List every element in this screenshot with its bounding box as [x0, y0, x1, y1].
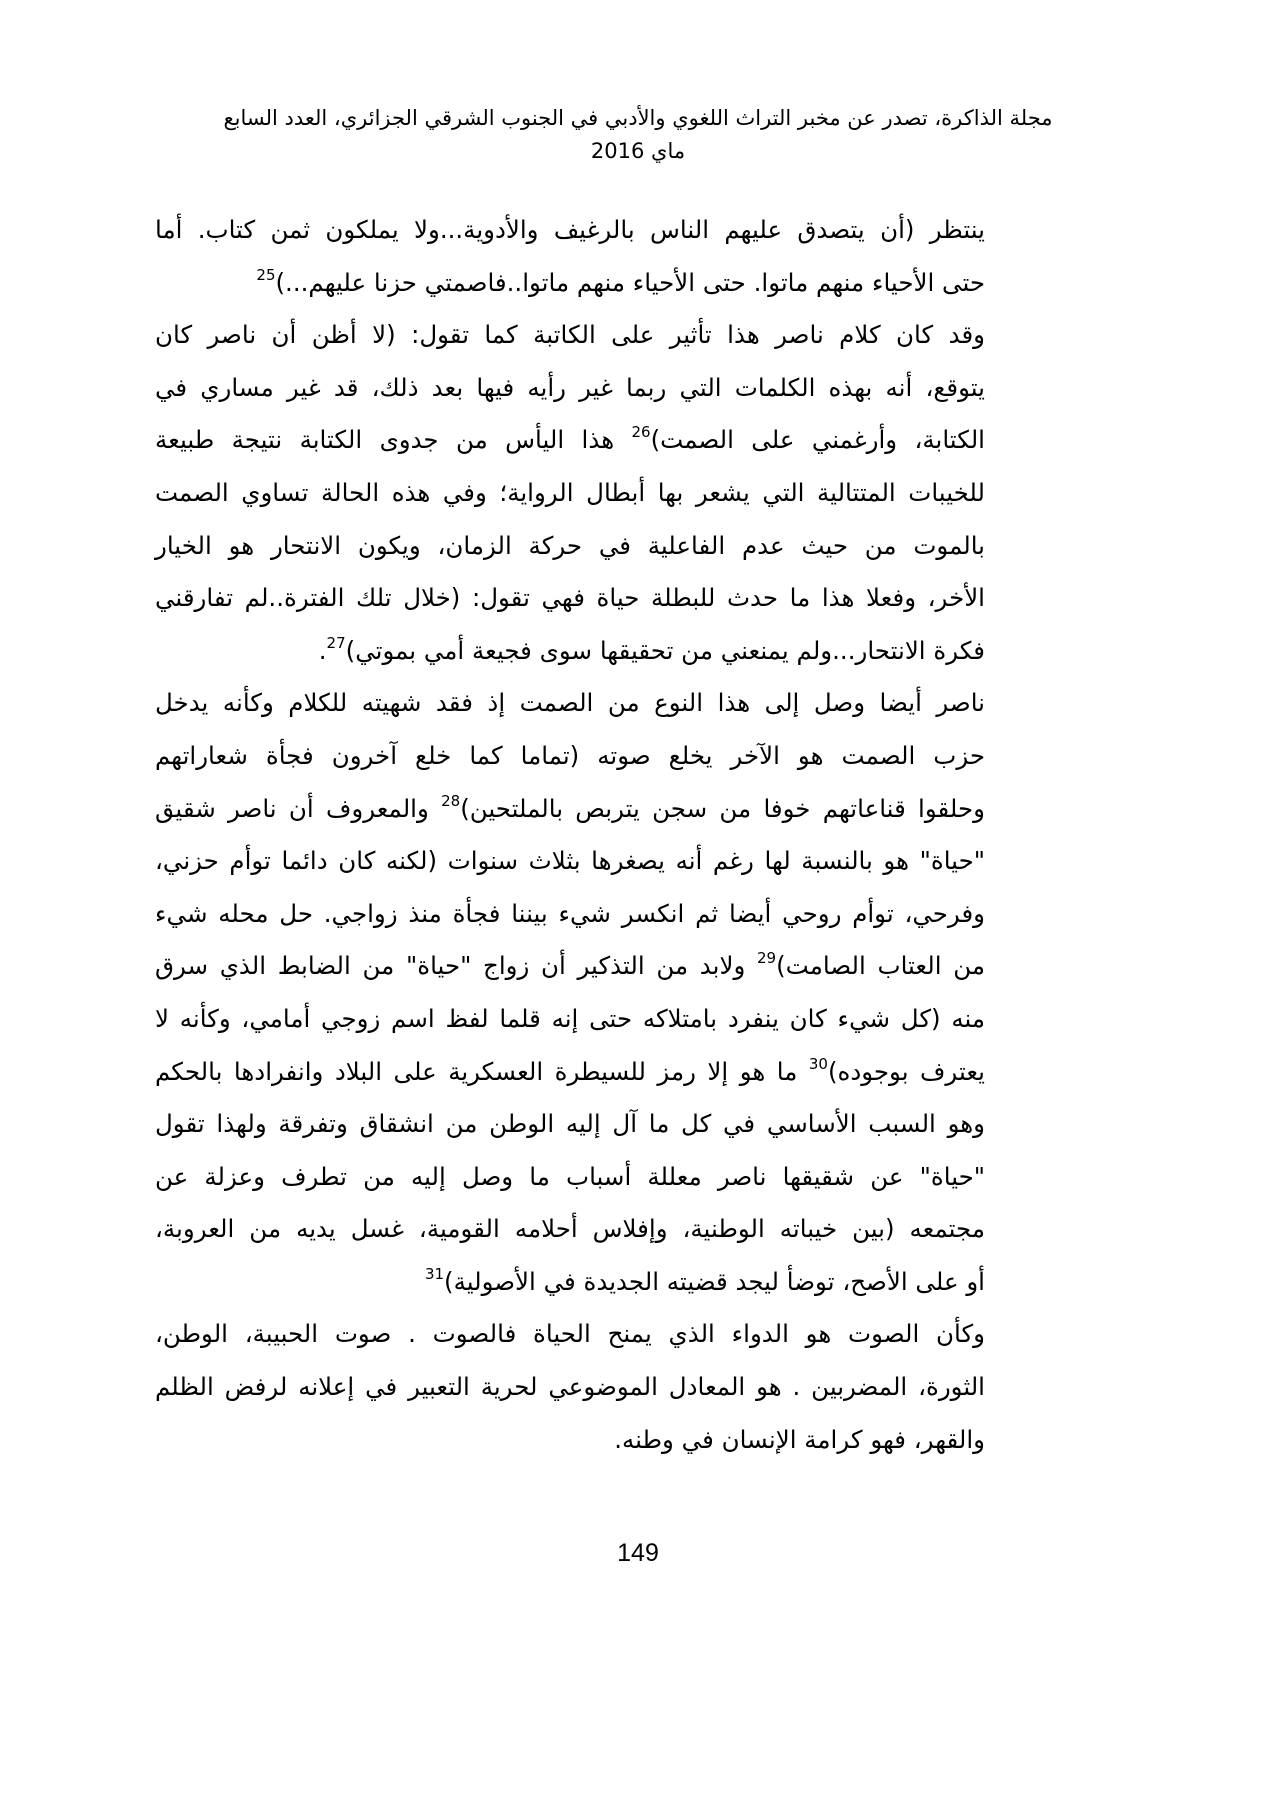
footnote-ref: 30 [808, 1054, 828, 1073]
text-line: حزب الصمت هو الآخر يخلع صوته (تماما كما خلع آخرون فجأة شعاراتهم [155, 740, 985, 770]
text-line: ناصر أيضا وصل إلى هذا النوع من الصمت إذ فقد شهيته للكلام وكأنه يدخل [155, 688, 985, 718]
text-line: وقد كان كلام ناصر هذا تأثير على الكاتبة كما تقول: (لا أظن أن ناصر كان [155, 320, 985, 350]
footnote-ref: 27 [326, 633, 346, 652]
text-line: "حياة" هو بالنسبة لها رغم أنه يصغرها بثلاث سنوات (لكنه كان دائما توأم حزني، [155, 846, 985, 876]
text-line: منه (كل شيء كان ينفرد بامتلاكه حتى إنه قلما لفظ اسم زوجي أمامي، وكأنه لا [155, 1003, 985, 1033]
text-line: ينتظر (أن يتصدق عليهم الناس بالرغيف والأدوية...ولا يملكون ثمن كتاب. أما [155, 215, 985, 244]
footnote-ref: 31 [424, 1264, 445, 1283]
text-line: للخيبات المتتالية التي يشعر بها أبطال الرواية؛ وفي هذه الحالة تساوي الصمت [155, 477, 985, 507]
text-line: "حياة" عن شقيقها ناصر معللة أسباب ما وصل إليه من تطرف وعزلة عن [155, 1161, 985, 1191]
text-line: يتوقع، أنه بهذه الكلمات التي ربما غير رأيه فيها بعد ذلك، قد غير مساري في [155, 372, 985, 402]
text-line: فكرة الانتحار...ولم يمنعني من تحقيقها سوى فجيعة أمي بموتي)$^{27}$. [318, 633, 985, 665]
page-number: 149 [617, 1539, 659, 1567]
text-line: مجتمعه (بين خيباته الوطنية، وإفلاس أحلامه القومية، غسل يديه من العروبة، [155, 1214, 985, 1244]
text-line: الكتابة، وأرغمني على الصمت)$^{26}$ هذا اليأس من جدوى الكتابة نتيجة طبيعة [155, 423, 985, 455]
footnote-ref: 28 [441, 791, 461, 810]
text-line: وكأن الصوت هو الدواء الذي يمنح الحياة فالصوت . صوت الحبيبة، الوطن، [155, 1319, 985, 1349]
text-line: وهو السبب الأساسي في كل ما آل إليه الوطن من انشقاق وتفرقة ولهذا تقول [155, 1109, 985, 1139]
text-line: والقهر، فهو كرامة الإنسان في وطنه. [614, 1424, 985, 1454]
text-line: أو على الأصح، توضأ ليجد قضيته الجديدة في الأصولية)$^{31}$ [424, 1264, 985, 1296]
text-line: وحلقوا قناعاتهم خوفا من سجن يتربص بالملتحين)$^{28}$ والمعروف أن ناصر شقيق [155, 791, 985, 823]
article-body [155, 210, 985, 1472]
journal-header-line2: ماي 2016 [590, 139, 686, 163]
footnote-ref: 26 [631, 423, 651, 442]
text-line: حتى الأحياء منهم ماتوا. حتى الأحياء منهم ماتوا..فاصمتي حزنا عليهم...)$^{25}$ [256, 265, 985, 297]
text-line: وفرحي، توأم روحي أيضا ثم انكسر شيء بيننا فجأة منذ زواجي. حل محله شيء [155, 898, 985, 928]
footnote-ref: 25 [256, 265, 276, 284]
journal-header [120, 102, 1156, 168]
text-line: بالموت من حيث عدم الفاعلية في حركة الزمان، ويكون الانتحار هو الخيار [155, 530, 985, 560]
text-line: من العتاب الصامت)$^{29}$ ولابد من التذكير أن زواج "حياة" من الضابط الذي سرق [155, 949, 985, 981]
text-line: الأخر، وفعلا هذا ما حدث للبطلة حياة فهي تقول: (خلال تلك الفترة..لم تفارقني [155, 583, 985, 613]
text-line: يعترف بوجوده)$^{30}$ ما هو إلا رمز للسيطرة العسكرية على البلاد وانفرادها بالحكم [155, 1054, 985, 1086]
footnote-ref: 29 [757, 949, 777, 968]
text-line: الثورة، المضربين . هو المعادل الموضوعي لحرية التعبير في إعلانه لرفض الظلم [155, 1372, 985, 1402]
journal-header-line1: مجلة الذاكرة، تصدر عن مخبر التراث اللغوي والأدبي في الجنوب الشرقي الجزائري، العدد السابع [223, 106, 1053, 130]
